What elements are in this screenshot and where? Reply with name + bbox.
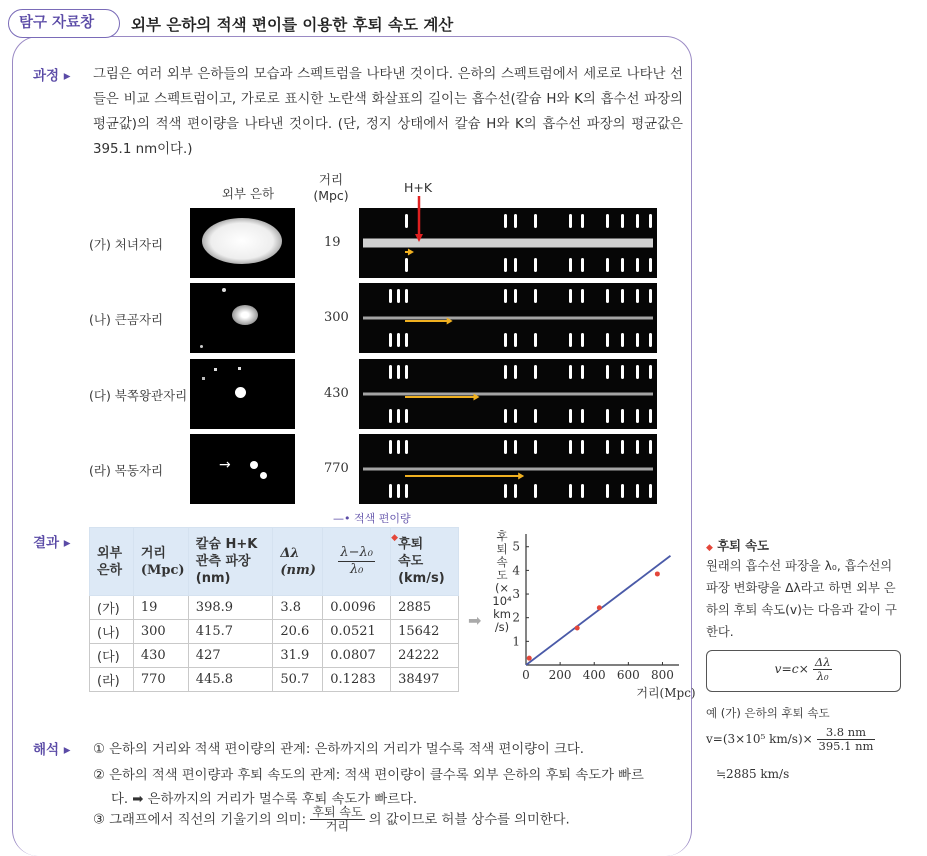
table-cell: 31.9 xyxy=(273,644,323,668)
interp-fraction: $\frac{\text{후퇴 속도}}{\text{거리}}$ xyxy=(312,805,363,833)
galaxy-distance: 19 xyxy=(324,235,341,250)
galaxy-distance: 770 xyxy=(324,461,349,476)
table-cell: 398.9 xyxy=(188,596,273,620)
data-point xyxy=(655,571,660,576)
result-arrow: ➡ xyxy=(468,611,482,630)
galaxy-label: (다) 북쪽왕관자리 xyxy=(89,388,188,403)
table-cell: 770 xyxy=(133,668,188,692)
table-cell: 0.0807 xyxy=(323,644,391,668)
y-tick-label: 4 xyxy=(512,563,520,578)
table-cell: 3.8 xyxy=(273,596,323,620)
galaxy-image xyxy=(190,208,295,278)
galaxy-spectrum xyxy=(359,208,657,278)
x-tick-label: 800 xyxy=(651,668,674,682)
y-tick-label: 2 xyxy=(512,610,520,625)
table-row xyxy=(90,668,459,692)
sidebar-example: v=(3×10⁵ km/s)× $\frac{3.8 nm}{395.1 nm}$ xyxy=(706,725,874,753)
table-cell: 0.0096 xyxy=(323,596,391,620)
table-cell: (가) xyxy=(90,596,134,620)
badge-text: 탐구 자료창 xyxy=(19,15,95,31)
redshift-note-text: 적색 편이량 xyxy=(354,512,411,525)
th-distance: 거리 (Mpc) xyxy=(133,528,188,596)
col-galaxy-header: 외부 은하 xyxy=(221,186,275,201)
table-header-row xyxy=(90,528,459,596)
redshift-note: —• 적색 편이량 xyxy=(333,512,411,525)
galaxy-image xyxy=(190,359,295,429)
result-label: 결과 ▸ xyxy=(33,535,71,551)
table-cell: 2885 xyxy=(391,596,459,620)
x-tick-label: 200 xyxy=(548,668,572,682)
table-cell: 19 xyxy=(133,596,188,620)
th-galaxy: 외부 은하 xyxy=(90,528,134,596)
table-cell: (나) xyxy=(90,620,134,644)
col-distance-header: 거리 (Mpc) xyxy=(313,172,349,203)
galaxy-label: (가) 처녀자리 xyxy=(89,237,164,252)
table-cell: (라) xyxy=(90,668,134,692)
sidebar-example-label: 예 (가) 은하의 후퇴 속도 xyxy=(706,706,830,720)
x-tick-label: 600 xyxy=(616,668,640,682)
hubble-chart xyxy=(488,529,696,702)
interp-line-2b: 다. ➡ 은하까지의 거리가 멀수록 후퇴 속도가 빠르다. xyxy=(111,792,418,807)
sidebar-example-result: ≒2885 km/s xyxy=(716,767,790,781)
table-cell: 415.7 xyxy=(188,620,273,644)
galaxy-spectrum xyxy=(359,283,657,353)
y-tick-label: 1 xyxy=(512,634,520,649)
hk-pointer-arrow xyxy=(409,196,429,210)
galaxy-label: (라) 목동자리 xyxy=(89,463,164,478)
y-tick-label: 5 xyxy=(512,539,520,554)
galaxy-spectrum xyxy=(359,434,657,504)
table-cell: 50.7 xyxy=(273,668,323,692)
table-cell: 38497 xyxy=(391,668,459,692)
galaxy-image: → xyxy=(190,434,295,504)
galaxy-label: (나) 큰곰자리 xyxy=(89,312,164,327)
th-observed: 칼슘 H+K 관측 파장 (nm) xyxy=(188,528,273,596)
table-row xyxy=(90,620,459,644)
table-row xyxy=(90,596,459,620)
galaxy-distance: 300 xyxy=(324,310,349,325)
table-row xyxy=(90,644,459,668)
table-cell: 430 xyxy=(133,644,188,668)
procedure-label: 과정 ▸ xyxy=(33,68,71,84)
result-table xyxy=(89,527,459,692)
th-ratio: $\frac{\text{λ−λ₀}}{\text{λ₀}}$ xyxy=(323,528,391,596)
galaxy-spectrum xyxy=(359,359,657,429)
table-cell: 427 xyxy=(188,644,273,668)
page-title: 외부 은하의 적색 편이를 이용한 후퇴 속도 계산 xyxy=(131,16,454,34)
y-axis-label: 후 퇴 속 도 (× 10⁴ km /s) xyxy=(492,529,512,634)
th-delta: Δλ (nm) xyxy=(273,528,323,596)
x-tick-label: 0 xyxy=(522,668,530,682)
interp-line-3-pre: ③ 그래프에서 직선의 기울기의 의미: xyxy=(93,812,307,828)
table-cell: (다) xyxy=(90,644,134,668)
fit-line xyxy=(526,556,670,665)
galaxy-distance: 430 xyxy=(324,386,349,401)
data-point xyxy=(527,656,532,661)
table-cell: 15642 xyxy=(391,620,459,644)
x-tick-label: 400 xyxy=(582,668,606,682)
data-point xyxy=(597,605,602,610)
section-badge xyxy=(8,9,120,38)
interp-line-2a: ② 은하의 적색 편이량과 후퇴 속도의 관계: 적색 편이량이 클수록 외부 은하의 후퇴 속도가 빠르 xyxy=(93,768,644,783)
table-cell: 20.6 xyxy=(273,620,323,644)
procedure-text: 그림은 여러 외부 은하들의 모습과 스펙트럼을 나타낸 것이다. 은하의 스펙트럼에서 세로로 나타난 선들은 비교 스펙트럼이고, 가로로 표시한 노란색 화살표의 길이는 흡수선(칼슘 H와 K의 흡수선 파장의 평균값)의 적색 편이량을 나타낸 것이다. (단, 정지 상태에서 칼슘 H와 K의 흡수선 파장의 평균값은 395.1 nm이다.) xyxy=(93,67,683,157)
sidebar-title: ◆ 후퇴 속도 xyxy=(706,539,769,553)
interp-line-3 xyxy=(93,806,570,833)
interp-line-1: ① 은하의 거리와 적색 편이량의 관계: 은하까지의 거리가 멀수록 적색 편이량이 크다. xyxy=(93,742,584,757)
th-velocity: ◆ 후퇴 속도 (km/s) xyxy=(391,528,459,596)
galaxy-image xyxy=(190,283,295,353)
table-cell: 0.1283 xyxy=(323,668,391,692)
interpretation-label: 해석 ▸ xyxy=(33,742,71,758)
y-tick-label: 3 xyxy=(512,587,520,602)
table-cell: 445.8 xyxy=(188,668,273,692)
sidebar-formula: v=c× $\frac{\Delta\lambda}{\text{λ₀}}$ xyxy=(706,650,901,692)
table-cell: 0.0521 xyxy=(323,620,391,644)
interp-line-3-post: 의 값이므로 허블 상수를 의미한다. xyxy=(368,812,570,828)
x-axis-label: 거리(Mpc) xyxy=(636,686,696,700)
table-cell: 24222 xyxy=(391,644,459,668)
table-cell: 300 xyxy=(133,620,188,644)
hk-label: H+K xyxy=(403,180,433,195)
data-point xyxy=(575,626,580,631)
sidebar-body: 원래의 흡수선 파장을 λ₀, 흡수선의 파장 변화량을 Δλ라고 하면 외부 은하의 후퇴 속도(v)는 다음과 같이 구한다. xyxy=(706,559,897,639)
